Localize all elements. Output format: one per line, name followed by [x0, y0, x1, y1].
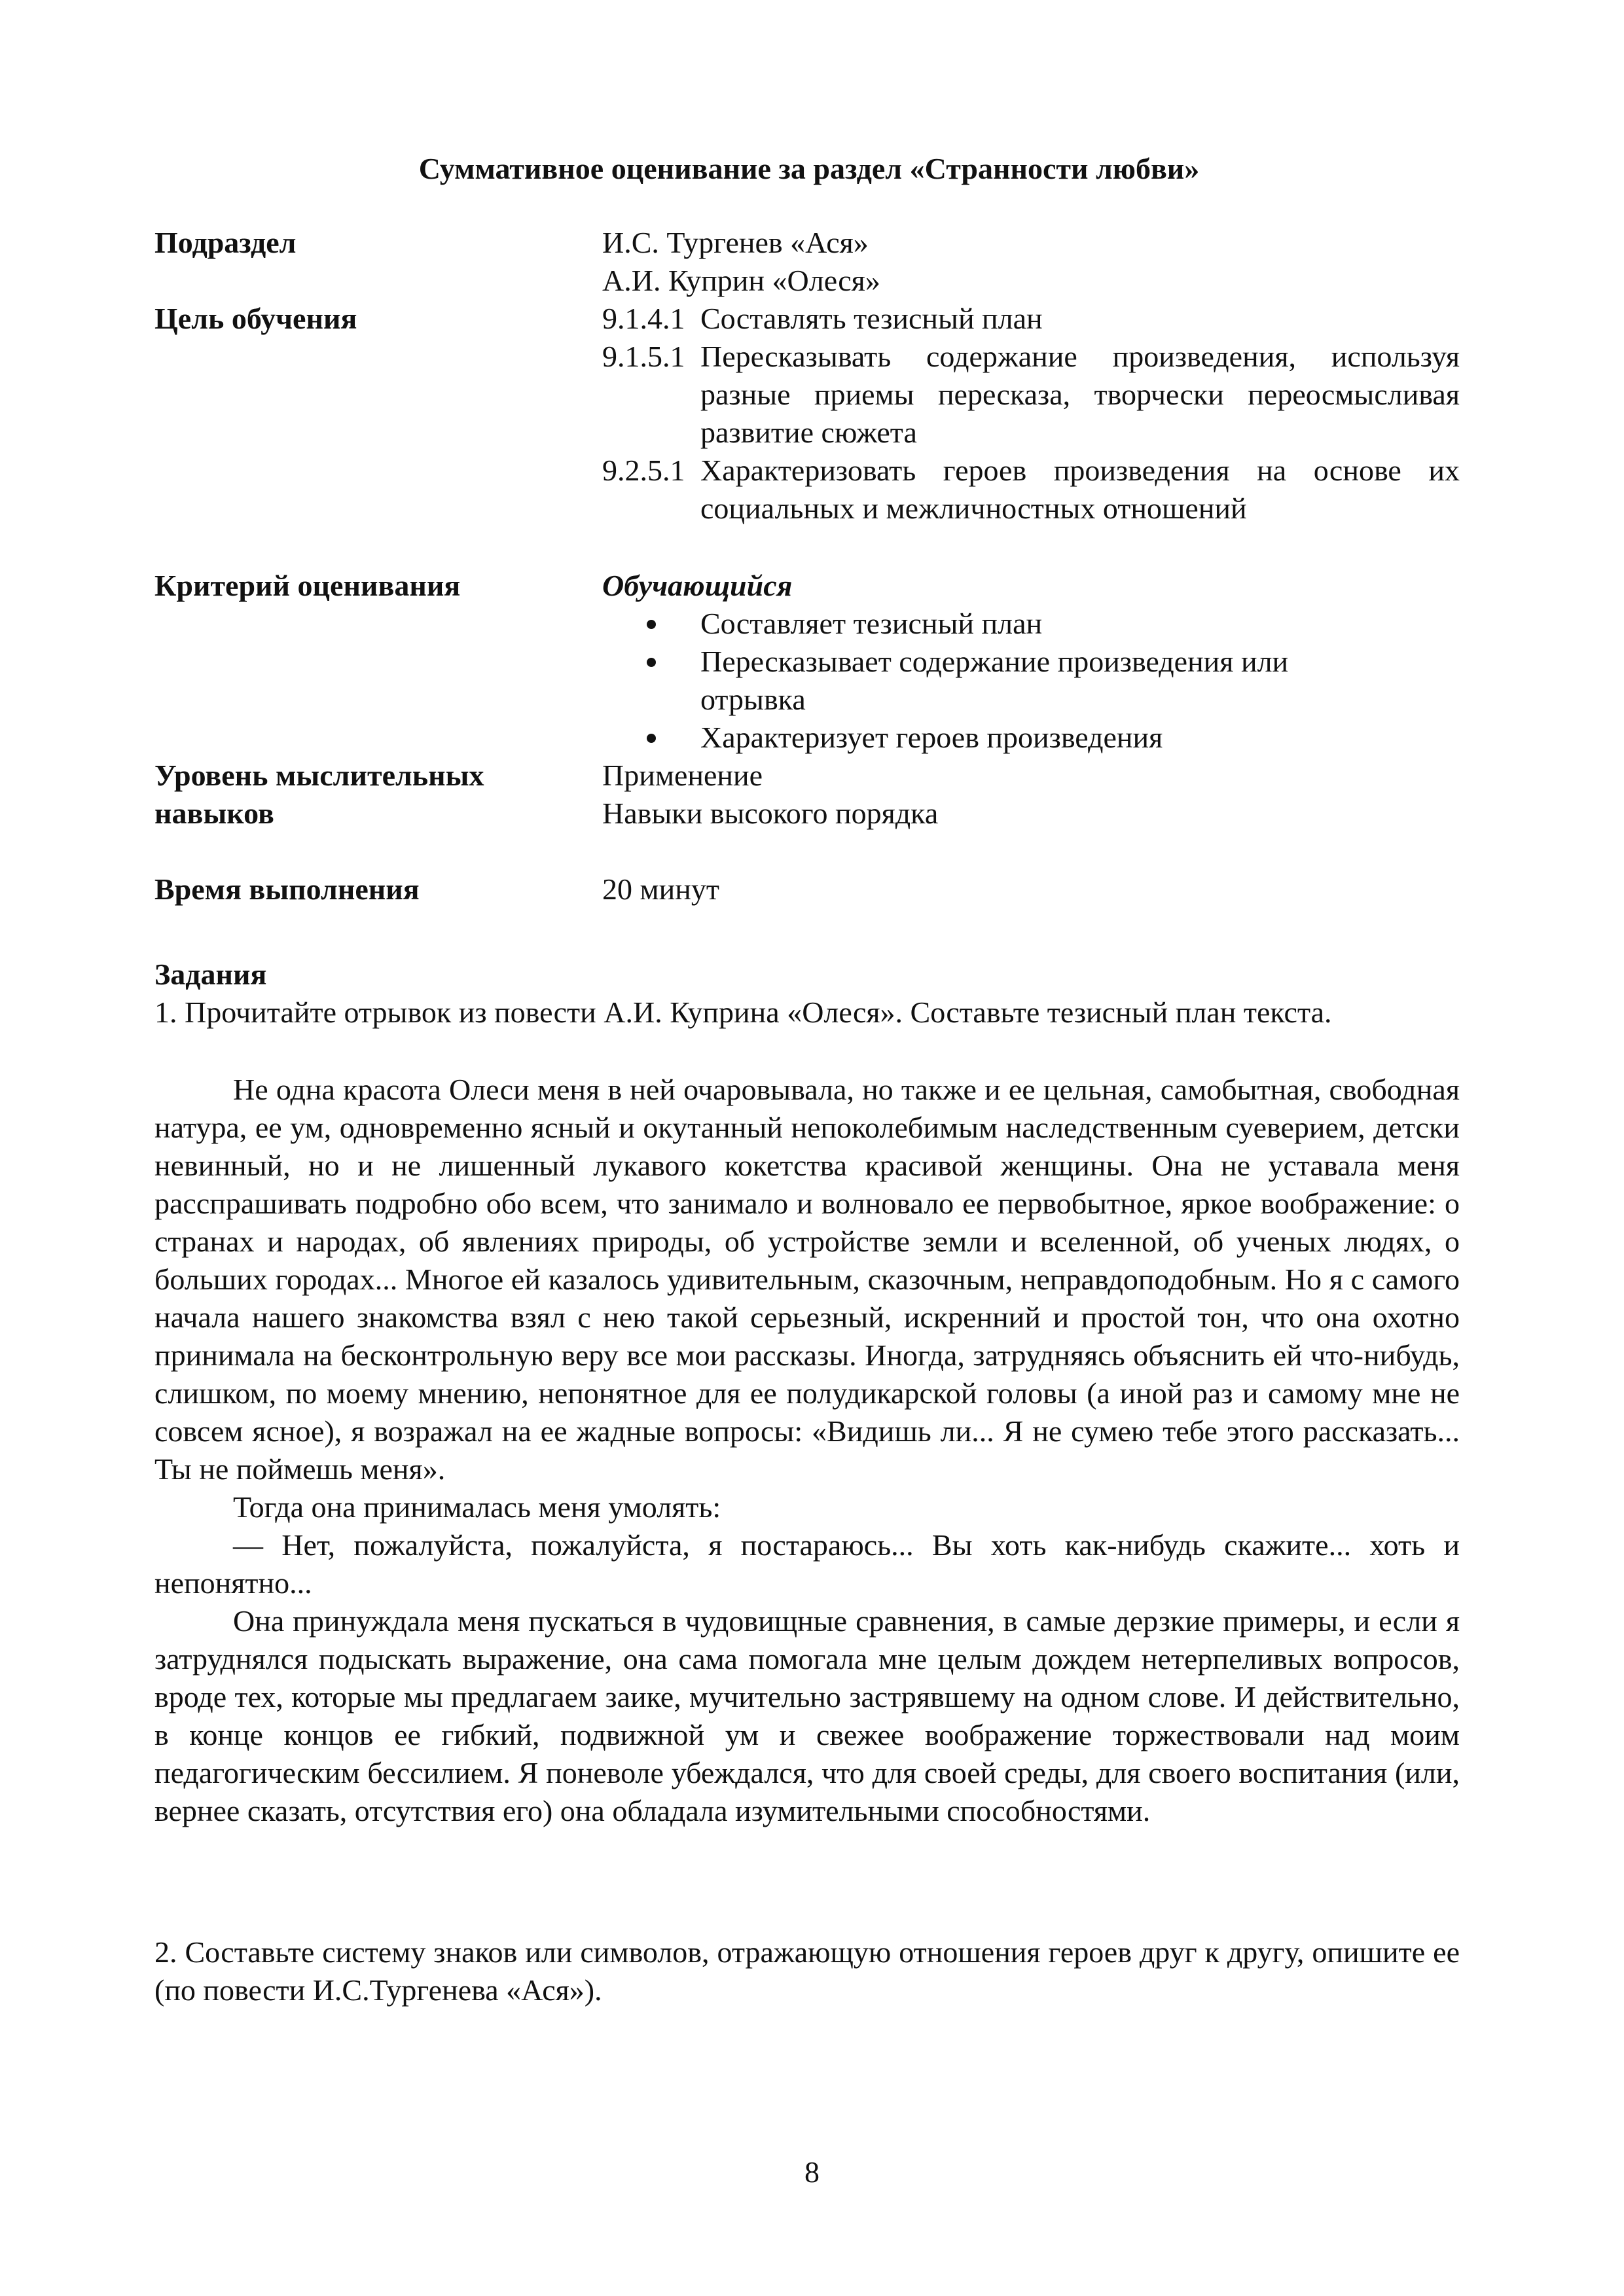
- subsection-work-2: А.И. Куприн «Олеся»: [602, 264, 880, 297]
- thinking-level-label-line2: навыков: [154, 797, 274, 830]
- criteria-block: [602, 567, 1460, 757]
- tasks-heading: Задания: [154, 958, 267, 991]
- bullet-icon: [647, 734, 656, 743]
- objective-text: Составлять тезисный план: [700, 302, 1043, 335]
- excerpt-paragraph: Тогда она принималась меня умолять:: [233, 1490, 721, 1524]
- duration-value: 20 минут: [602, 872, 719, 906]
- criteria-label: Критерий оценивания: [154, 569, 461, 602]
- objective-text: Характеризовать героев произведения на основе их социальных и межличностных отношений: [700, 454, 1460, 525]
- task-2: 2. Составьте систему знаков или символов, отражающую отношения героев друг к другу, опишите ее (по повести И.С.Тургенева «Ася»).: [154, 1935, 1460, 2007]
- duration-label: Время выполнения: [154, 872, 420, 906]
- objective-item: [602, 452, 1460, 528]
- criteria-item-text: Составляет тезисный план: [700, 607, 1043, 640]
- objective-code: 9.2.5.1: [602, 454, 685, 487]
- excerpt-paragraph: Она принуждала меня пускаться в чудовищные сравнения, в самые дерзкие примеры, и если я затруднялся подыскать выражение, она сама помогала мне целым дождем нетерпеливых вопросов, вроде тех, которые мы предлагаем заике, мучительно застрявшему на одном слове. И действительно, в конце концов ее гибкий, подвижной ум и свежее воображение торжествовали над моим педагогическим бессилием. Я поневоле убеждался, что для своей среды, для своего воспитания (или, вернее сказать, отсутствия его) она обладала изумительными способностями.: [154, 1604, 1460, 1827]
- excerpt-paragraph: — Нет, пожалуйста, пожалуйста, я постараюсь... Вы хоть как-нибудь скажите... хоть и непонятно...: [154, 1528, 1460, 1600]
- thinking-level-value: [602, 757, 1460, 833]
- criteria-item: [602, 643, 1460, 719]
- thinking-level-label-line1: Уровень мыслительных: [154, 759, 484, 792]
- criteria-item-text: Пересказывает содержание произведения или отрывка: [700, 645, 1289, 716]
- criteria-item: [602, 605, 1460, 643]
- bullet-icon: [647, 620, 656, 629]
- criteria-list: [602, 605, 1460, 757]
- criteria-item: [602, 719, 1460, 757]
- objectives-label: Цель обучения: [154, 302, 357, 335]
- objectives-list: [602, 300, 1460, 528]
- tasks-section: [154, 956, 1460, 1031]
- task-1: 1. Прочитайте отрывок из повести А.И. Куприна «Олеся». Составьте тезисный план текста.: [154, 996, 1332, 1029]
- thinking-level-1: Применение: [602, 759, 763, 792]
- page-title: Суммативное оценивание за раздел «Странности любви»: [418, 152, 1200, 185]
- objective-text: Пересказывать содержание произведения, используя разные приемы пересказа, творчески переосмысливая развитие сюжета: [700, 340, 1460, 449]
- excerpt-paragraph: Не одна красота Олеси меня в ней очаровывала, но также и ее цельная, самобытная, свободная натура, ее ум, одновременно ясный и окутанный непоколебимым наследственным суеверием, детски невинный, но и не лишенный лукавого кокетства красивой женщины. Она не уставала меня расспрашивать подробно обо всем, что занимало и волновало ее первобытное, яркое воображение: о странах и народах, об явлениях природы, об устройстве земли и вселенной, об ученых людях, о больших городах... Многое ей казалось удивительным, сказочным, неправдоподобным. Но я с самого начала нашего знакомства взял с нею такой серьезный, искренний и простой тон, что она охотно принимала на бесконтрольную веру все мои рассказы. Иногда, затрудняясь объяснить ей что-нибудь, слишком, по моему мнению, непонятное для ее полудикарской головы (а иной раз и самому мне не совсем ясное), я возражал на ее жадные вопросы: «Видишь ли... Я не сумею тебе этого рассказать... Ты не поймешь меня».: [154, 1073, 1460, 1486]
- task-2-block: [154, 1933, 1460, 2009]
- subsection-value: [602, 224, 1460, 300]
- subsection-label: Подраздел: [154, 226, 297, 259]
- criteria-item-text: Характеризует героев произведения: [700, 721, 1163, 754]
- objective-code: 9.1.5.1: [602, 340, 685, 373]
- criteria-heading: Обучающийся: [602, 569, 793, 602]
- objective-item: [602, 300, 1460, 338]
- thinking-level-label: [154, 757, 573, 833]
- subsection-work-1: И.С. Тургенев «Ася»: [602, 226, 869, 259]
- thinking-level-2: Навыки высокого порядка: [602, 797, 939, 830]
- bullet-icon: [647, 658, 656, 667]
- objective-code: 9.1.4.1: [602, 302, 685, 335]
- objective-item: [602, 338, 1460, 452]
- page-number: 8: [804, 2155, 820, 2189]
- excerpt-text: [154, 1071, 1460, 1830]
